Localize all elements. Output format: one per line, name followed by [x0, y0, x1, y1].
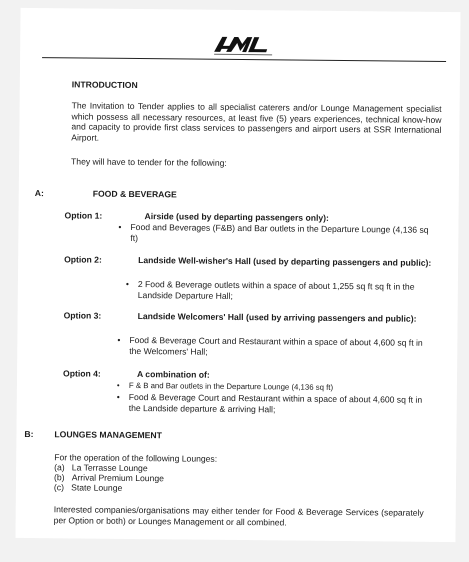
section-a-letter: A: — [34, 188, 44, 199]
intro-heading: INTRODUCTION — [71, 79, 138, 91]
option-4-label: Option 4: — [63, 368, 101, 379]
section-a-title: FOOD & BEVERAGE — [92, 188, 177, 200]
option-1-bullet-text: Food and Beverages (F&B) and Bar outlets in the Departure Lounge (4,136 sq ft) — [130, 221, 429, 243]
option-4-title: A combination of: — [136, 369, 210, 380]
bullet-dot: • — [125, 278, 129, 289]
lounge-item-name: La Terrasse Lounge — [71, 462, 148, 474]
option-3-title: Landside Welcomers' Hall (used by arriving passengers and public): — [137, 311, 417, 324]
closing-paragraph: Interested companies/organisations may either tender for Food & Beverage Services (separately per Option or both) or Lounges Management or all combined. — [53, 504, 424, 527]
lounge-item-marker: (b) — [54, 472, 65, 483]
bullet-dot: • — [117, 334, 121, 345]
option-4-bullet-1-text: F & B and Bar outlets in the Departure Lounge (4,136 sq ft) — [128, 380, 334, 392]
lounge-item-name: Arrival Premium Lounge — [71, 472, 164, 484]
bullet-dot: • — [116, 380, 120, 390]
option-1-label: Option 1: — [64, 210, 103, 221]
option-2-bullet-text: 2 Food & Beverage outlets within a space of about 1,255 sq ft sq ft in the Landside Departure Hall; — [137, 279, 415, 301]
section-b-letter: B: — [24, 428, 34, 440]
bullet-dot: • — [116, 391, 120, 402]
option-1-bullet — [118, 221, 430, 246]
intro-paragraph: The Invitation to Tender applies to all specialist caterers and/or Lounge Management specialist which possess all necessary resources, at least five (5) years experiences, technical know-how and capacity to provide first class services to passengers and airport users at SSR International Airport. — [71, 100, 442, 143]
option-4-bullet-2-text: Food & Beverage Court and Restaurant within a space of about 4,600 sq ft in the Landside departure & arriving Hall; — [128, 391, 423, 414]
lounges-intro: For the operation of the following Lounges: — [54, 452, 218, 464]
lounge-item-marker: (c) — [53, 482, 65, 493]
lounge-item-marker: (a) — [54, 462, 65, 473]
option-2-title: Landside Well-wisher's Hall (used by departing passengers and public): — [138, 255, 432, 268]
option-3-bullet — [117, 334, 429, 359]
option-2-label: Option 2: — [64, 254, 102, 265]
intro-instruction: They will have to tender for the following: — [71, 156, 227, 168]
lounge-item-name: State Lounge — [71, 482, 123, 493]
option-1-title: Airside (used by departing passengers only): — [144, 211, 329, 223]
lounge-item — [54, 482, 122, 494]
bullet-dot: • — [118, 221, 122, 232]
document-page — [15, 8, 460, 542]
aml-logo — [212, 34, 276, 57]
option-2-bullet — [125, 278, 428, 303]
section-b-title: LOUNGES MANAGEMENT — [54, 429, 162, 441]
option-4-bullet-2 — [116, 391, 429, 416]
option-3-label: Option 3: — [63, 310, 102, 321]
header-rule — [42, 57, 446, 62]
option-3-bullet-text: Food & Beverage Court and Restaurant within a space of about 4,600 sq ft in the Welcomers' Hall; — [129, 334, 423, 357]
